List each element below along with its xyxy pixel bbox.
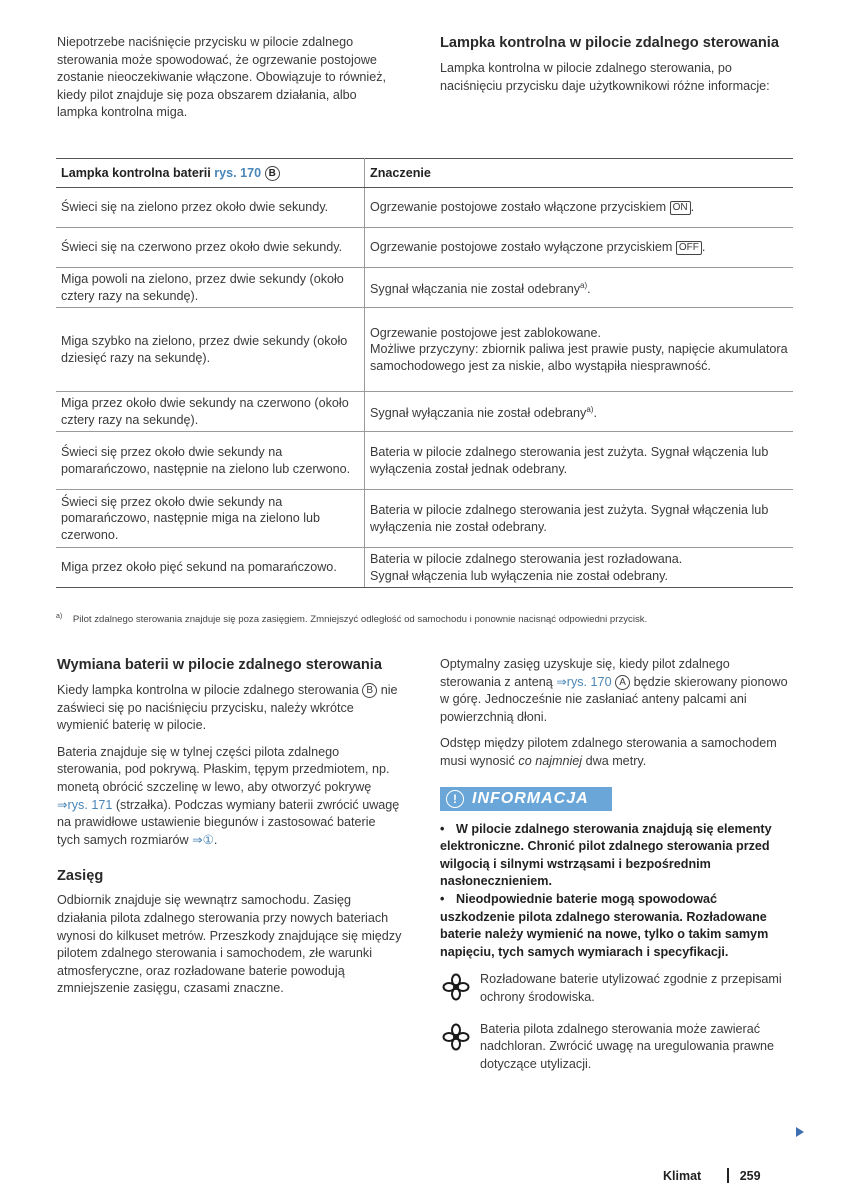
footnote-marker: a) (586, 404, 594, 414)
table-cell-lamp: Świeci się na czerwono przez około dwie sekundy. (56, 228, 365, 268)
table-cell-meaning: Bateria w pilocie zdalnego sterowania jest zużyta. Sygnał włączenia lub wyłączenia został jednak odebrany. (365, 432, 794, 490)
marker-a: A (615, 675, 630, 690)
table-row (56, 490, 793, 548)
indicator-heading: Lampka kontrolna w pilocie zdalnego sterowania (440, 35, 779, 51)
table-header-meaning: Znaczenie (365, 159, 794, 188)
range-paragraph: Odbiornik znajduje się wewnątrz samochodu. Zasięg działania pilota zdalnego sterowania przy nowych bateriach wynosi do kilkuset metrów. Przeszkody znajdujące się między pilotem zdalnego sterowania i samochodem, złe warunki atmosferyczne, oraz rozładowane baterie powodują zmniejszenie zasięgu, czasami znaczne. (57, 893, 402, 996)
intro-paragraph: Niepotrzebe naciśnięcie przycisku w pilocie zdalnego sterowania może spowodować, że ogrzewanie postojowe zostanie nieoczekiwanie włączone. Obowiązuje to również, kiedy pilot znajduje się poza obszarem działania, albo lampka kontrolna miga. (57, 35, 387, 120)
next-page-arrow-icon[interactable] (796, 1127, 804, 1137)
table-cell-lamp: Świeci się przez około dwie sekundy na pomarańczowo, następnie miga na zielono lub czerwono. (56, 490, 365, 548)
table-header-row (56, 159, 793, 188)
notice-reference[interactable]: ⇒① (192, 832, 214, 847)
battery-paragraph-1: Kiedy lampka kontrolna w pilocie zdalnego sterowania B nie zaświeci się po naciśnięciu przycisku, należy wkrótce wymienić baterię w pilocie. (57, 683, 398, 733)
on-key: ON (670, 201, 691, 215)
table-row (56, 308, 793, 392)
table-cell-lamp: Świeci się przez około dwie sekundy na pomarańczowo, następnie na zielono lub czerwono. (56, 432, 365, 490)
table-cell-meaning: Sygnał wyłączania nie został odebrany$^{a)}$. (365, 392, 794, 432)
footer-divider (727, 1168, 729, 1183)
information-label: INFORMACJA (472, 789, 589, 807)
table-row (56, 432, 793, 490)
right-column (440, 656, 792, 1073)
marker-b: B (362, 683, 377, 698)
table-row (56, 268, 793, 308)
left-column (57, 656, 402, 998)
environment-flower-icon (442, 1023, 470, 1051)
figure-reference[interactable]: rys. 170 (214, 165, 262, 180)
footnote-text: Pilot zdalnego sterowania znajduje się poza zasięgiem. Zmniejszyć odległość od samochodu i ponownie nacisnąć odpowiedni przycisk. (72, 614, 648, 626)
table-cell-meaning: Bateria w pilocie zdalnego sterowania jest rozładowana. Sygnał włączenia lub wyłączenia nie został odebrany. (365, 548, 794, 588)
table-footnote (56, 610, 796, 626)
page-number: 259 (739, 1169, 761, 1183)
information-banner (440, 787, 612, 811)
table-cell-meaning: Ogrzewanie postojowe zostało włączone przyciskiem ON . (365, 188, 794, 228)
range-heading: Zasięg (57, 868, 104, 885)
table-cell-lamp: Świeci się na zielono przez około dwie sekundy. (56, 188, 365, 228)
footnote-marker: a) (580, 280, 588, 290)
info-exclamation-icon: ! (446, 790, 464, 808)
off-key: OFF (676, 241, 702, 255)
indicator-section (440, 34, 795, 95)
page-footer (663, 1168, 761, 1183)
battery-heading: Wymiana baterii w pilocie zdalnego sterowania (57, 657, 382, 673)
table-row (56, 392, 793, 432)
antenna-paragraph: Optymalny zasięg uzyskuje się, kiedy pilot zdalnego sterowania z anteną ⇒rys. 170 A będzie skierowany pionowo w górę. Jednocześnie nie zasłaniać anteny palcami ani powierzchnią dłoni. (440, 657, 788, 724)
info-bullet: • Nieodpowiednie baterie mogą spowodować uszkodzenie pilota zdalnego sterowania. Rozładowane baterie należy wymienić na nowe, tylko o takim samym napięciu, tych samych wymiarach i specyfikacji. (440, 891, 769, 959)
environment-note (440, 1021, 792, 1074)
footnote-marker: a) (56, 613, 63, 620)
section-name: Klimat (663, 1169, 702, 1183)
intro-paragraph-column (57, 34, 397, 122)
environment-flower-icon (442, 973, 470, 1001)
environment-note-text: Bateria pilota zdalnego sterowania może zawierać nadchloran. Zwrócić uwagę na uregulowania prawne dotyczące utylizacji. (480, 1021, 775, 1071)
battery-paragraph-2: Bateria znajduje się w tylnej części pilota zdalnego sterowania, pod pokrywą. Płaskim, tępym przedmiotem, np. monetą obrócić szczelinę w lewo, aby otworzyć pokrywę ⇒rys. 171 (strzałka). Podczas wymiany baterii zwrócić uwagę na prawidłowe ustawienie biegunów i zastosować baterie tych samych rozmiarów ⇒①. (57, 744, 400, 847)
table-cell-meaning: Sygnał włączania nie został odebrany$^{a)}$. (365, 268, 794, 308)
figure-reference-171[interactable]: ⇒rys. 171 (57, 797, 113, 812)
table-row (56, 188, 793, 228)
indicator-table (56, 158, 793, 588)
table-cell-lamp: Miga szybko na zielono, przez dwie sekundy (około dziesięć razy na sekundę). (56, 308, 365, 392)
table-row (56, 228, 793, 268)
table-cell-meaning: Bateria w pilocie zdalnego sterowania jest zużyta. Sygnał włączenia lub wyłączenia nie został odebrany. (365, 490, 794, 548)
table-cell-lamp: Miga przez około dwie sekundy na czerwono (około cztery razy na sekundę). (56, 392, 365, 432)
indicator-intro: Lampka kontrolna w pilocie zdalnego sterowania, po naciśnięciu przycisku daje użytkownikowi różne informacje: (440, 61, 770, 93)
marker-b: B (265, 166, 280, 181)
table-cell-lamp: Miga przez około pięć sekund na pomarańczowo. (56, 548, 365, 588)
table-header-lamp: Lampka kontrolna baterii rys. 170 B (56, 159, 365, 188)
table-cell-meaning: Ogrzewanie postojowe zostało wyłączone przyciskiem OFF . (365, 228, 794, 268)
figure-reference-170[interactable]: ⇒rys. 170 (556, 674, 612, 689)
environment-note (440, 971, 792, 1006)
table-cell-lamp: Miga powoli na zielono, przez dwie sekundy (około cztery razy na sekundę). (56, 268, 365, 308)
table-row (56, 548, 793, 588)
table-cell-meaning: Ogrzewanie postojowe jest zablokowane. Możliwe przyczyny: zbiornik paliwa jest prawie pusty, napięcie akumulatora samochodowego jest za niskie, albo wystąpiła niesprawność. (365, 308, 794, 392)
environment-note-text: Rozładowane baterie utylizować zgodnie z przepisami ochrony środowiska. (480, 972, 782, 1004)
distance-paragraph: Odstęp między pilotem zdalnego sterowania a samochodem musi wynosić co najmniej dwa metry. (440, 736, 777, 768)
info-bullet: • W pilocie zdalnego sterowania znajdują się elementy elektroniczne. Chronić pilot zdalnego sterowania przed wilgocią i silnymi wstrząsami i bezpośrednim nasłonecznieniem. (440, 821, 772, 889)
